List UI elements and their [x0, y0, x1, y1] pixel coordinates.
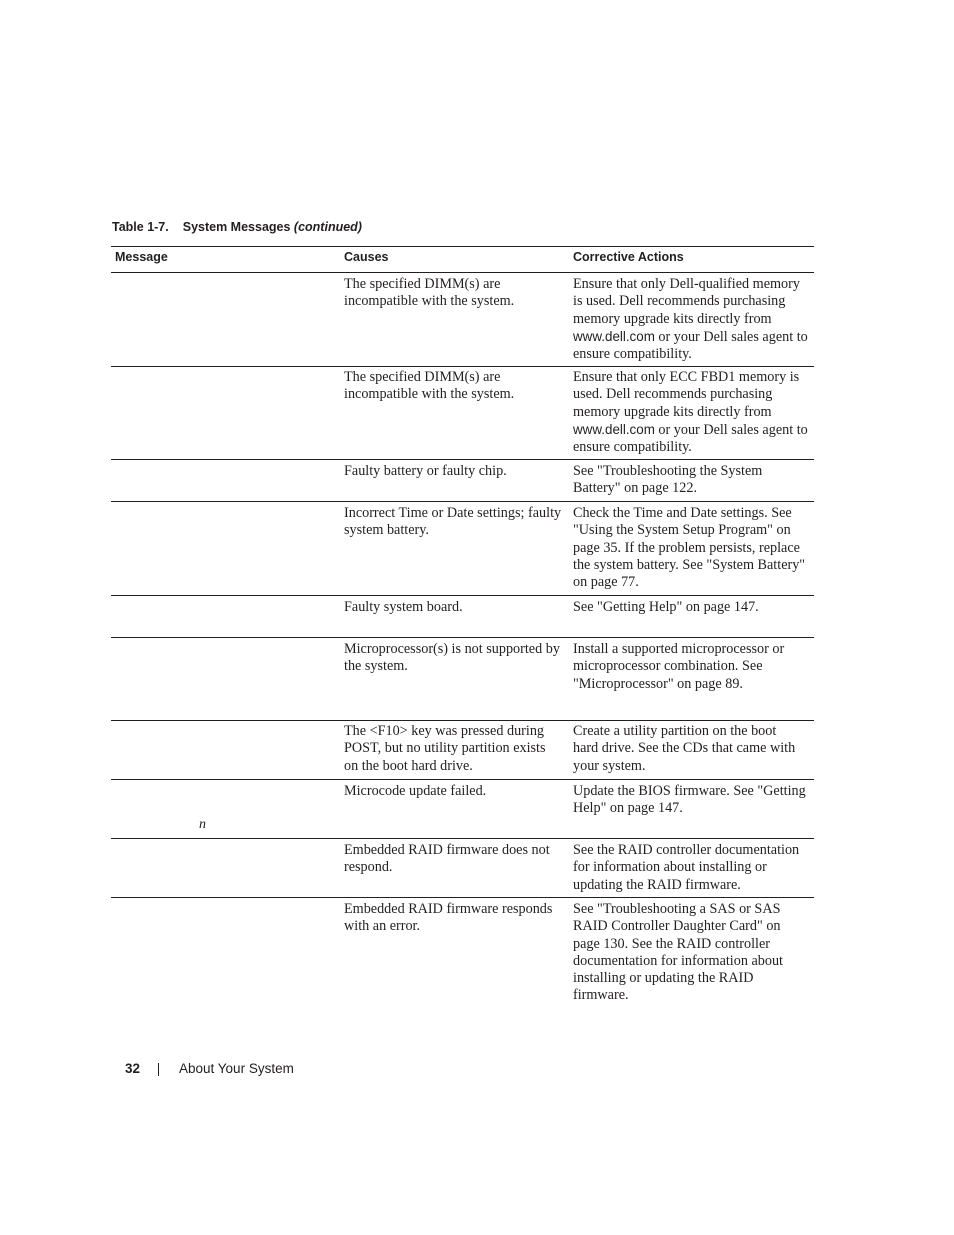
- header-causes: Causes: [344, 250, 389, 264]
- actions-line: See "Getting Help" on page 147.: [573, 599, 759, 615]
- actions-line: firmware.: [573, 987, 629, 1004]
- row-1-causes: [344, 276, 514, 311]
- row-divider: [111, 838, 814, 839]
- actions-line: ensure compatibility.: [573, 439, 692, 456]
- actions-line: Ensure that only ECC FBD1 memory is: [573, 369, 800, 385]
- row-4-causes: [344, 505, 561, 540]
- causes-line: The specified DIMM(s) are: [344, 369, 501, 385]
- causes-line: POST, but no utility partition exists: [344, 740, 546, 757]
- actions-line: installing or updating the RAID: [573, 970, 754, 987]
- row-9-causes: [344, 842, 550, 877]
- row-8-corrective-actions: [573, 783, 806, 818]
- table-header-rule: [111, 272, 814, 273]
- causes-line: The specified DIMM(s) are: [344, 276, 501, 292]
- causes-line: respond.: [344, 859, 393, 876]
- actions-line: documentation for information about: [573, 952, 783, 969]
- row-4-corrective-actions: [573, 505, 805, 591]
- causes-line: Incorrect Time or Date settings; faulty: [344, 505, 562, 521]
- row-5-corrective-actions: [573, 599, 759, 616]
- row-divider: [111, 779, 814, 780]
- actions-line: page 130. See the RAID controller: [573, 935, 770, 952]
- causes-line: the system.: [344, 658, 408, 675]
- row-8-causes: [344, 783, 486, 800]
- row-divider: [111, 897, 814, 898]
- page-number: 32: [125, 1061, 141, 1076]
- actions-line: RAID Controller Daughter Card" on: [573, 918, 781, 935]
- actions-line: www.dell.com or your Dell sales agent to: [573, 328, 808, 345]
- row-3-corrective-actions: [573, 463, 762, 498]
- causes-line: The <F10> key was pressed during: [344, 723, 545, 739]
- actions-line: the system battery. See "System Battery": [573, 556, 806, 573]
- actions-line: used. Dell recommends purchasing: [573, 386, 773, 403]
- row-divider: [111, 366, 814, 367]
- table-caption-suffix: (continued): [293, 220, 362, 234]
- row-3-causes: [344, 463, 507, 480]
- actions-line: your system.: [573, 757, 646, 774]
- header-corrective-actions: Corrective Actions: [573, 250, 684, 264]
- actions-line: Install a supported microprocessor or: [573, 641, 785, 657]
- actions-line: Battery" on page 122.: [573, 480, 697, 497]
- actions-line: "Microprocessor" on page 89.: [573, 675, 743, 692]
- actions-line: memory upgrade kits directly from: [573, 403, 772, 420]
- causes-line: on the boot hard drive.: [344, 757, 473, 774]
- actions-line: microprocessor combination. See: [573, 658, 763, 675]
- causes-line: Microcode update failed.: [344, 783, 487, 799]
- causes-line: Embedded RAID firmware does not: [344, 842, 550, 858]
- row-10-causes: [344, 901, 552, 936]
- causes-line: incompatible with the system.: [344, 386, 515, 403]
- dell-url: www.dell.com: [573, 421, 655, 437]
- actions-line: page 35. If the problem persists, replace: [573, 539, 800, 556]
- row-divider: [111, 501, 814, 502]
- row-divider: [111, 720, 814, 721]
- table-caption-label: Table 1-7.: [112, 220, 169, 234]
- causes-line: with an error.: [344, 918, 421, 935]
- causes-line: Embedded RAID firmware responds: [344, 901, 553, 917]
- actions-line: memory upgrade kits directly from: [573, 310, 772, 327]
- dell-url: www.dell.com: [573, 328, 655, 344]
- actions-line: Ensure that only Dell-qualified memory: [573, 276, 800, 292]
- causes-line: Faulty system board.: [344, 599, 463, 615]
- actions-line: Help" on page 147.: [573, 800, 683, 817]
- row-6-causes: [344, 641, 560, 676]
- causes-line: incompatible with the system.: [344, 293, 515, 310]
- actions-line: Update the BIOS firmware. See "Getting: [573, 783, 806, 799]
- footer-separator: [158, 1063, 159, 1076]
- message-marker: n: [199, 817, 206, 832]
- row-7-corrective-actions: [573, 723, 795, 775]
- row-2-causes: [344, 369, 514, 404]
- row-1-corrective-actions: [573, 276, 808, 363]
- actions-line: Check the Time and Date settings. See: [573, 505, 792, 521]
- actions-line: Create a utility partition on the boot: [573, 723, 777, 739]
- table-caption-title: System Messages: [182, 220, 291, 234]
- header-message: Message: [115, 250, 168, 264]
- row-7-causes: [344, 723, 546, 775]
- actions-line: is used. Dell recommends purchasing: [573, 293, 786, 310]
- actions-line: for information about installing or: [573, 859, 767, 876]
- actions-line: See the RAID controller documentation: [573, 842, 800, 858]
- actions-line: updating the RAID firmware.: [573, 876, 741, 893]
- actions-line: on page 77.: [573, 574, 639, 591]
- actions-line: hard drive. See the CDs that came with: [573, 740, 796, 757]
- row-divider: [111, 459, 814, 460]
- table-caption: [112, 220, 362, 234]
- row-10-corrective-actions: [573, 901, 783, 1005]
- row-2-corrective-actions: [573, 369, 808, 456]
- footer-section-title: About Your System: [179, 1061, 294, 1076]
- actions-line: ensure compatibility.: [573, 346, 692, 363]
- row-divider: [111, 637, 814, 638]
- causes-line: system battery.: [344, 522, 429, 539]
- causes-line: Faulty battery or faulty chip.: [344, 463, 507, 479]
- row-divider: [111, 595, 814, 596]
- row-9-corrective-actions: [573, 842, 799, 894]
- actions-line: See "Troubleshooting the System: [573, 463, 763, 479]
- causes-line: Microprocessor(s) is not supported by: [344, 641, 560, 657]
- row-5-causes: [344, 599, 463, 616]
- actions-line: "Using the System Setup Program" on: [573, 522, 791, 539]
- row-6-corrective-actions: [573, 641, 784, 693]
- actions-line: www.dell.com or your Dell sales agent to: [573, 421, 808, 438]
- table-top-rule: [111, 246, 814, 247]
- actions-line: See "Troubleshooting a SAS or SAS: [573, 901, 781, 917]
